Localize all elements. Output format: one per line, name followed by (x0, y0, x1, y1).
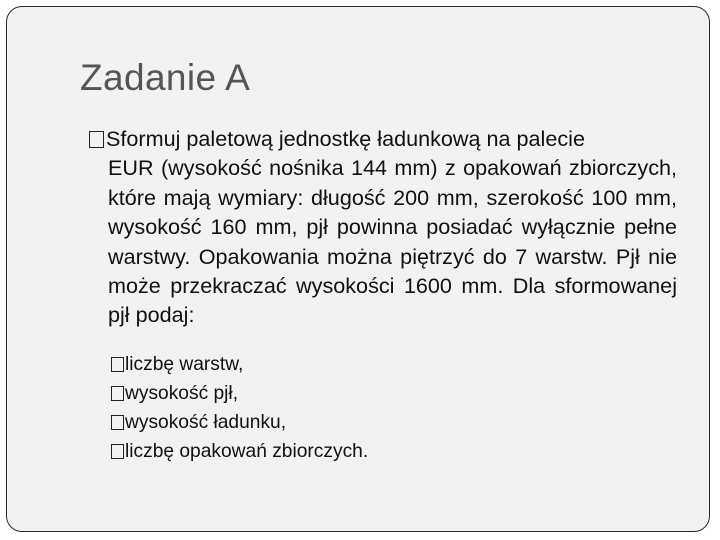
square-bullet-icon (111, 444, 124, 459)
main-bullet-body-text: EUR (wysokość nośnika 144 mm) z opakowań zbiorczych, które mają wymiary: długość 200 mm, szerokość 100 mm, wysokość 160 mm, pjł powinna posiadać wyłącznie pełne warstwy. Opakowania można piętrzyć do 7 warstw. Pjł nie może przekraczać wysokości 1600 mm. Dla sformowanej pjł podaj: (108, 155, 677, 328)
sub-bullet-text: liczbę warstw, (125, 354, 244, 375)
slide-title: Zadanie A (80, 57, 251, 98)
main-bullet-first-line (89, 124, 677, 153)
sub-bullet-item (111, 408, 368, 437)
main-bullet-first-text: Sformuj paletową jednostkę ładunkową na palecie (106, 126, 585, 151)
sub-bullet-text: liczbę opakowań zbiorczych. (125, 441, 369, 462)
square-bullet-icon (111, 357, 124, 372)
main-bullet-item (89, 124, 677, 330)
sub-bullet-item (111, 350, 368, 379)
square-bullet-icon (89, 131, 104, 148)
sub-bullet-text: wysokość ładunku, (125, 412, 287, 433)
sub-bullet-item (111, 437, 368, 466)
sub-bullet-text: wysokość pjł, (125, 383, 239, 404)
square-bullet-icon (111, 415, 124, 430)
square-bullet-icon (111, 386, 124, 401)
slide-frame (6, 6, 710, 532)
sub-bullet-list (111, 350, 368, 466)
sub-bullet-item (111, 379, 368, 408)
